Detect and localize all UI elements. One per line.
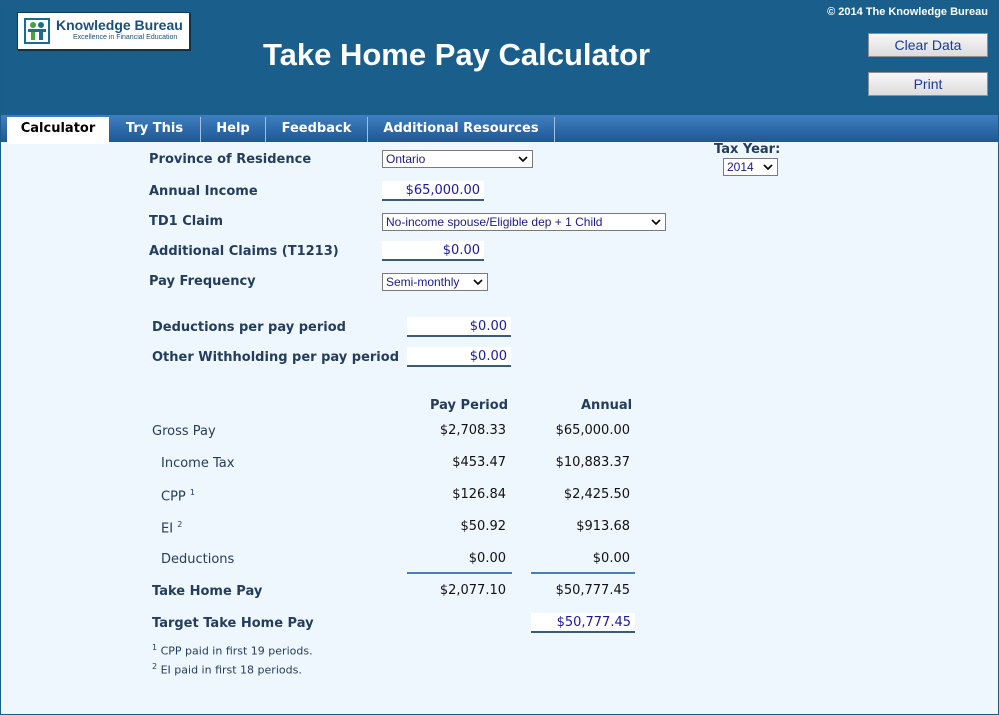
tax-year-value: 2014 — [727, 160, 754, 174]
chevron-down-icon — [763, 162, 773, 172]
logo-tagline: Excellence in Financial Education — [73, 34, 178, 41]
ei-annual: $913.68 — [576, 519, 630, 534]
target-take-home-input[interactable]: $50,777.45 — [531, 613, 635, 633]
footnote-marker: 1 — [189, 488, 195, 497]
clear-data-button[interactable]: Clear Data — [868, 33, 988, 57]
gross-pay-annual: $65,000.00 — [555, 423, 630, 438]
chevron-down-icon — [518, 154, 528, 164]
annual-income-input[interactable]: $65,000.00 — [382, 181, 484, 201]
deductions-row-annual: $0.00 — [592, 551, 630, 566]
logo[interactable] — [17, 12, 190, 50]
deductions-label: Deductions per pay period — [152, 320, 346, 335]
tab-calculator[interactable]: Calculator — [7, 117, 109, 144]
tab-feedback[interactable]: Feedback — [266, 117, 368, 142]
gross-pay-period: $2,708.33 — [439, 423, 506, 438]
logo-name: Knowledge Bureau — [56, 17, 183, 33]
deductions-row-period: $0.00 — [468, 551, 506, 566]
header — [1, 1, 998, 115]
footnote-2: $^2$ EI paid in first 18 periods. — [152, 662, 302, 677]
additional-claims-input[interactable]: $0.00 — [382, 241, 484, 261]
cpp-annual: $2,425.50 — [563, 487, 630, 502]
province-select[interactable] — [382, 150, 533, 168]
tax-year-label: Tax Year: — [714, 142, 781, 157]
province-value: Ontario — [386, 152, 426, 166]
income-tax-label: Income Tax — [161, 456, 235, 471]
other-withholding-label: Other Withholding per pay period — [152, 350, 399, 365]
column-header-annual: Annual — [581, 398, 633, 413]
take-home-label: Take Home Pay — [152, 584, 263, 599]
take-home-period: $2,077.10 — [439, 583, 506, 598]
footnote-marker: 2 — [177, 520, 183, 529]
other-withholding-input[interactable]: $0.00 — [407, 347, 511, 367]
additional-claims-label: Additional Claims (T1213) — [149, 244, 339, 259]
chevron-down-icon — [473, 277, 483, 287]
cpp-period: $126.84 — [452, 487, 506, 502]
page-title: Take Home Pay Calculator — [263, 37, 651, 72]
copyright: © 2014 The Knowledge Bureau — [827, 6, 988, 18]
take-home-annual: $50,777.45 — [555, 583, 630, 598]
pay-frequency-label: Pay Frequency — [149, 274, 256, 289]
gross-pay-label: Gross Pay — [152, 424, 216, 439]
print-button[interactable]: Print — [868, 72, 988, 96]
td1-claim-value: No-income spouse/Eligible dep + 1 Child — [386, 215, 603, 229]
td1-claim-label: TD1 Claim — [149, 214, 224, 229]
divider — [531, 572, 635, 574]
target-take-home-label: Target Take Home Pay — [152, 616, 314, 631]
tab-bar — [1, 115, 998, 142]
deductions-row-label: Deductions — [161, 552, 235, 567]
province-label: Province of Residence — [149, 152, 312, 167]
deductions-input[interactable]: $0.00 — [407, 317, 511, 337]
logo-icon — [24, 18, 50, 44]
tab-help[interactable]: Help — [201, 117, 266, 142]
income-tax-period: $453.47 — [452, 455, 506, 470]
pay-frequency-select[interactable] — [382, 273, 488, 291]
pay-frequency-value: Semi-monthly — [386, 275, 460, 289]
footnote-1: $^1$ CPP paid in first 19 periods. — [152, 643, 313, 658]
ei-label: EI $^2$ — [161, 520, 183, 537]
cpp-label: CPP $^1$ — [161, 488, 195, 505]
income-tax-annual: $10,883.37 — [555, 455, 630, 470]
annual-income-label: Annual Income — [149, 184, 258, 199]
tab-try-this[interactable]: Try This — [109, 117, 201, 142]
divider — [407, 572, 512, 574]
column-header-pay-period: Pay Period — [430, 398, 508, 413]
chevron-down-icon — [651, 217, 661, 227]
ei-period: $50.92 — [460, 519, 506, 534]
td1-claim-select[interactable] — [382, 213, 666, 231]
tax-year-select[interactable] — [723, 158, 778, 176]
tab-additional-resources[interactable]: Additional Resources — [368, 117, 555, 142]
